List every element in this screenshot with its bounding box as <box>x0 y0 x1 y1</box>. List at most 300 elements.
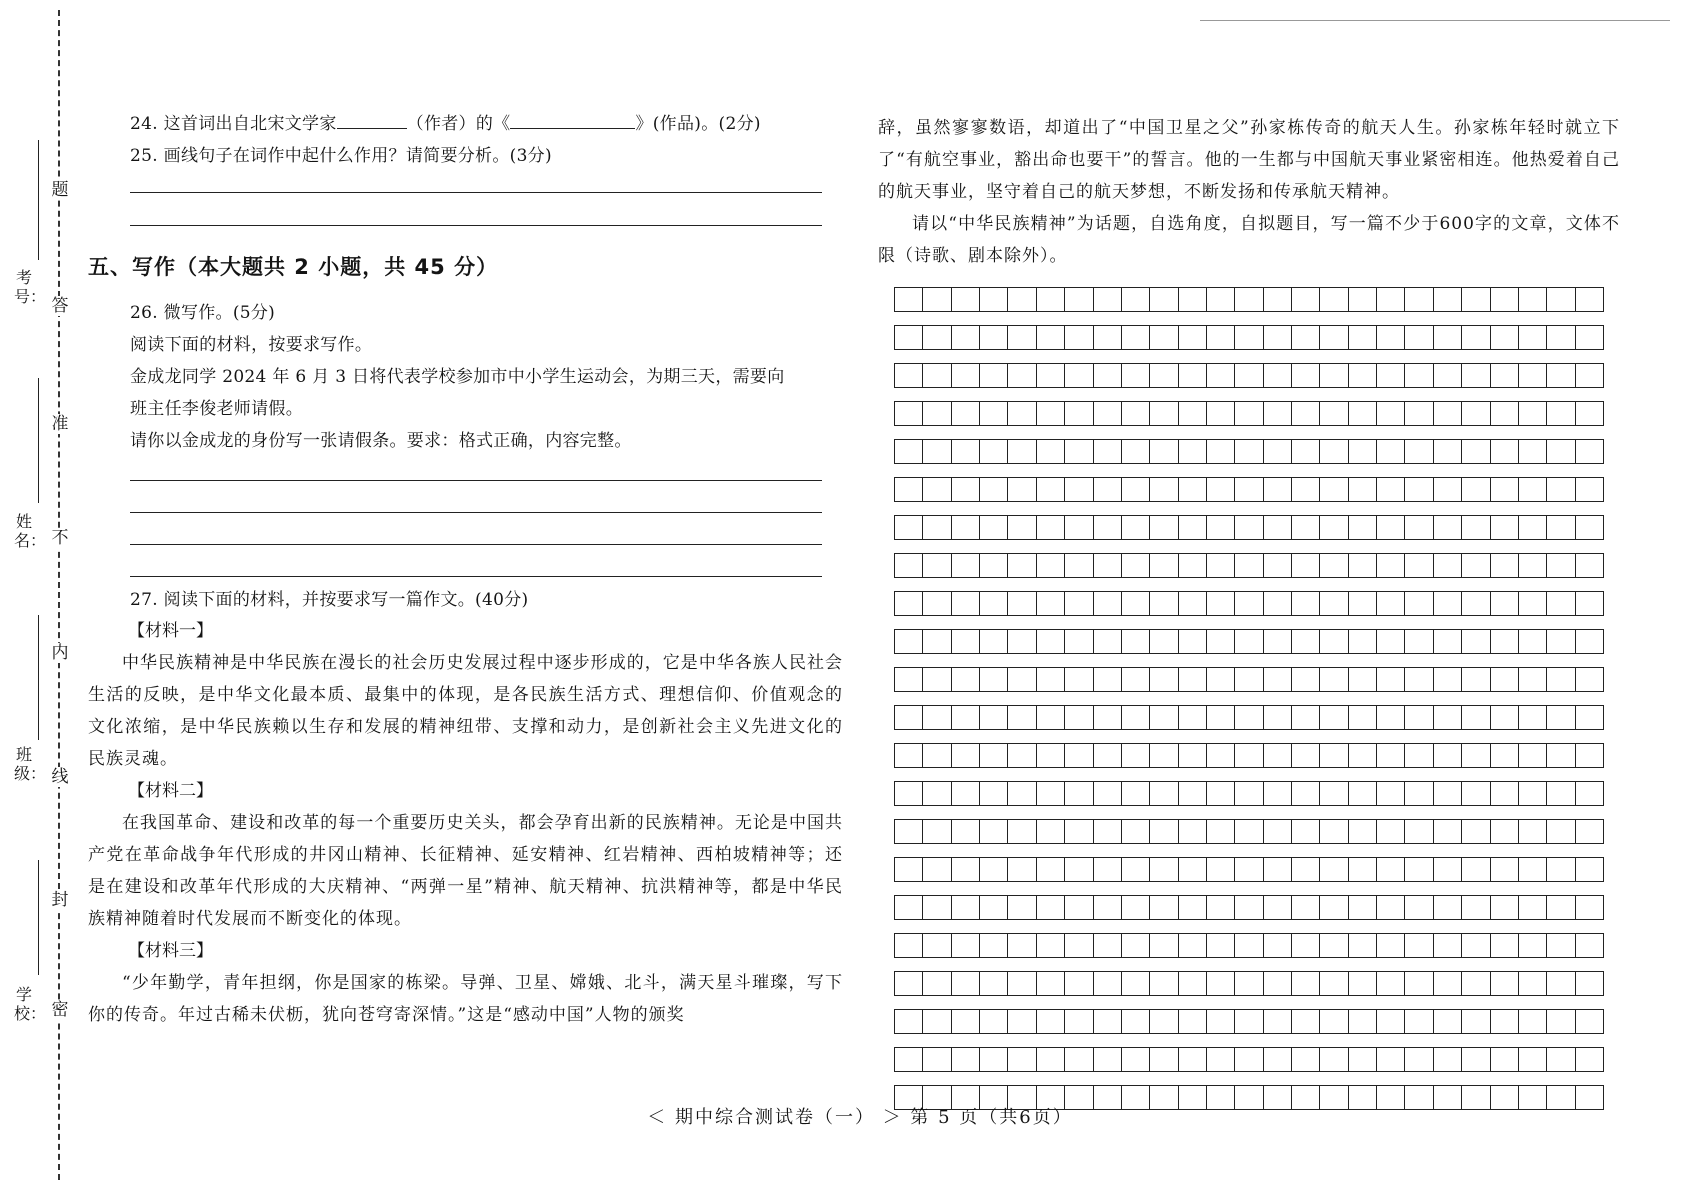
grid-cell[interactable] <box>1491 1048 1519 1071</box>
grid-cell[interactable] <box>1292 896 1320 919</box>
grid-cell[interactable] <box>952 1048 980 1071</box>
grid-cell[interactable] <box>895 668 923 691</box>
grid-cell[interactable] <box>952 972 980 995</box>
grid-cell[interactable] <box>1122 934 1150 957</box>
grid-cell[interactable] <box>1462 782 1490 805</box>
grid-cell[interactable] <box>1065 934 1093 957</box>
grid-cell[interactable] <box>1405 364 1433 387</box>
grid-cell[interactable] <box>1349 706 1377 729</box>
grid-cell[interactable] <box>1264 440 1292 463</box>
grid-cell[interactable] <box>1150 934 1178 957</box>
grid-cell[interactable] <box>1462 668 1490 691</box>
grid-cell[interactable] <box>1094 326 1122 349</box>
grid-cell[interactable] <box>1235 744 1263 767</box>
grid-cell[interactable] <box>1235 288 1263 311</box>
grid-cell[interactable] <box>1065 972 1093 995</box>
grid-cell[interactable] <box>1235 934 1263 957</box>
grid-cell[interactable] <box>923 478 951 501</box>
grid-cell[interactable] <box>1207 440 1235 463</box>
grid-cell[interactable] <box>1576 934 1604 957</box>
grid-cell[interactable] <box>1037 820 1065 843</box>
grid-cell[interactable] <box>1576 972 1604 995</box>
grid-cell[interactable] <box>923 326 951 349</box>
grid-cell[interactable] <box>980 782 1008 805</box>
grid-cell[interactable] <box>980 402 1008 425</box>
grid-cell[interactable] <box>923 554 951 577</box>
grid-cell[interactable] <box>1377 1086 1405 1109</box>
grid-cell[interactable] <box>1008 630 1036 653</box>
grid-cell[interactable] <box>980 326 1008 349</box>
grid-cell[interactable] <box>1122 630 1150 653</box>
grid-cell[interactable] <box>1349 934 1377 957</box>
grid-cell[interactable] <box>1377 592 1405 615</box>
grid-cell[interactable] <box>980 288 1008 311</box>
grid-cell[interactable] <box>1122 1086 1150 1109</box>
grid-cell[interactable] <box>1037 554 1065 577</box>
grid-cell[interactable] <box>1491 516 1519 539</box>
grid-cell[interactable] <box>1491 326 1519 349</box>
grid-cell[interactable] <box>1519 440 1547 463</box>
grid-cell[interactable] <box>1094 516 1122 539</box>
grid-cell[interactable] <box>1207 820 1235 843</box>
grid-cell[interactable] <box>1320 706 1348 729</box>
grid-cell[interactable] <box>1491 440 1519 463</box>
grid-cell[interactable] <box>1377 478 1405 501</box>
grid-cell[interactable] <box>1547 478 1575 501</box>
grid-cell[interactable] <box>1235 478 1263 501</box>
grid-cell[interactable] <box>1462 934 1490 957</box>
grid-cell[interactable] <box>1179 934 1207 957</box>
grid-cell[interactable] <box>1150 402 1178 425</box>
grid-cell[interactable] <box>1491 478 1519 501</box>
grid-cell[interactable] <box>1434 972 1462 995</box>
grid-cell[interactable] <box>1179 630 1207 653</box>
grid-cell[interactable] <box>1235 668 1263 691</box>
grid-cell[interactable] <box>895 288 923 311</box>
grid-cell[interactable] <box>1179 364 1207 387</box>
grid-cell[interactable] <box>1349 364 1377 387</box>
grid-cell[interactable] <box>1179 288 1207 311</box>
grid-cell[interactable] <box>1576 326 1604 349</box>
grid-cell[interactable] <box>1547 554 1575 577</box>
grid-cell[interactable] <box>952 516 980 539</box>
grid-cell[interactable] <box>1264 782 1292 805</box>
grid-cell[interactable] <box>952 1010 980 1033</box>
grid-cell[interactable] <box>1576 630 1604 653</box>
grid-cell[interactable] <box>1065 744 1093 767</box>
grid-cell[interactable] <box>1264 402 1292 425</box>
grid-cell[interactable] <box>1547 592 1575 615</box>
grid-cell[interactable] <box>980 744 1008 767</box>
grid-cell[interactable] <box>1179 706 1207 729</box>
grid-cell[interactable] <box>1150 706 1178 729</box>
grid-cell[interactable] <box>1462 364 1490 387</box>
grid-cell[interactable] <box>1065 782 1093 805</box>
grid-cell[interactable] <box>980 630 1008 653</box>
grid-cell[interactable] <box>1491 592 1519 615</box>
grid-cell[interactable] <box>1037 288 1065 311</box>
grid-cell[interactable] <box>1320 972 1348 995</box>
grid-cell[interactable] <box>1462 1010 1490 1033</box>
grid-cell[interactable] <box>1434 744 1462 767</box>
grid-cell[interactable] <box>1037 630 1065 653</box>
grid-cell[interactable] <box>1207 288 1235 311</box>
grid-cell[interactable] <box>895 554 923 577</box>
grid-cell[interactable] <box>1292 1086 1320 1109</box>
grid-cell[interactable] <box>980 592 1008 615</box>
grid-cell[interactable] <box>1576 858 1604 881</box>
grid-cell[interactable] <box>1122 782 1150 805</box>
grid-cell[interactable] <box>1320 858 1348 881</box>
grid-cell[interactable] <box>1547 1048 1575 1071</box>
grid-cell[interactable] <box>980 896 1008 919</box>
grid-cell[interactable] <box>952 440 980 463</box>
grid-cell[interactable] <box>1008 364 1036 387</box>
grid-cell[interactable] <box>1264 1048 1292 1071</box>
grid-cell[interactable] <box>1405 516 1433 539</box>
grid-cell[interactable] <box>1349 744 1377 767</box>
grid-cell[interactable] <box>1349 554 1377 577</box>
answer-line[interactable] <box>130 544 822 545</box>
grid-cell[interactable] <box>1235 1048 1263 1071</box>
grid-cell[interactable] <box>1094 744 1122 767</box>
grid-cell[interactable] <box>1377 706 1405 729</box>
grid-cell[interactable] <box>1122 402 1150 425</box>
grid-cell[interactable] <box>952 820 980 843</box>
grid-cell[interactable] <box>1434 592 1462 615</box>
grid-cell[interactable] <box>1065 896 1093 919</box>
grid-cell[interactable] <box>1320 820 1348 843</box>
grid-cell[interactable] <box>1462 554 1490 577</box>
grid-cell[interactable] <box>1462 744 1490 767</box>
grid-cell[interactable] <box>1179 858 1207 881</box>
grid-cell[interactable] <box>1377 402 1405 425</box>
grid-cell[interactable] <box>1037 934 1065 957</box>
grid-cell[interactable] <box>1207 896 1235 919</box>
grid-cell[interactable] <box>1264 592 1292 615</box>
grid-cell[interactable] <box>1320 668 1348 691</box>
grid-cell[interactable] <box>1405 744 1433 767</box>
grid-cell[interactable] <box>1122 706 1150 729</box>
grid-cell[interactable] <box>1576 478 1604 501</box>
grid-cell[interactable] <box>1519 326 1547 349</box>
grid-cell[interactable] <box>1207 972 1235 995</box>
grid-cell[interactable] <box>1576 288 1604 311</box>
grid-cell[interactable] <box>1122 440 1150 463</box>
grid-cell[interactable] <box>1491 630 1519 653</box>
grid-cell[interactable] <box>1434 668 1462 691</box>
grid-cell[interactable] <box>1122 1010 1150 1033</box>
grid-cell[interactable] <box>1462 326 1490 349</box>
grid-cell[interactable] <box>1292 744 1320 767</box>
grid-cell[interactable] <box>1349 478 1377 501</box>
grid-cell[interactable] <box>923 744 951 767</box>
grid-cell[interactable] <box>1122 972 1150 995</box>
grid-cell[interactable] <box>923 896 951 919</box>
grid-cell[interactable] <box>1292 326 1320 349</box>
grid-cell[interactable] <box>1008 934 1036 957</box>
grid-cell[interactable] <box>895 478 923 501</box>
grid-cell[interactable] <box>1519 706 1547 729</box>
grid-cell[interactable] <box>1519 364 1547 387</box>
grid-cell[interactable] <box>1008 820 1036 843</box>
grid-cell[interactable] <box>952 478 980 501</box>
grid-cell[interactable] <box>895 364 923 387</box>
grid-cell[interactable] <box>1576 402 1604 425</box>
grid-cell[interactable] <box>1320 554 1348 577</box>
grid-cell[interactable] <box>1037 1048 1065 1071</box>
grid-cell[interactable] <box>1405 858 1433 881</box>
grid-cell[interactable] <box>1122 554 1150 577</box>
grid-cell[interactable] <box>1519 934 1547 957</box>
grid-cell[interactable] <box>1519 1086 1547 1109</box>
grid-cell[interactable] <box>1519 668 1547 691</box>
grid-cell[interactable] <box>895 1010 923 1033</box>
grid-cell[interactable] <box>1207 1086 1235 1109</box>
grid-cell[interactable] <box>1292 820 1320 843</box>
grid-cell[interactable] <box>1065 326 1093 349</box>
grid-cell[interactable] <box>1037 896 1065 919</box>
grid-cell[interactable] <box>1320 744 1348 767</box>
grid-cell[interactable] <box>1179 782 1207 805</box>
grid-cell[interactable] <box>1377 554 1405 577</box>
grid-cell[interactable] <box>1122 744 1150 767</box>
grid-cell[interactable] <box>1405 326 1433 349</box>
grid-cell[interactable] <box>1122 326 1150 349</box>
grid-cell[interactable] <box>1405 630 1433 653</box>
grid-cell[interactable] <box>1065 668 1093 691</box>
grid-cell[interactable] <box>1547 1086 1575 1109</box>
grid-cell[interactable] <box>1377 288 1405 311</box>
grid-cell[interactable] <box>923 630 951 653</box>
grid-cell[interactable] <box>1207 744 1235 767</box>
grid-cell[interactable] <box>1207 1048 1235 1071</box>
grid-cell[interactable] <box>1264 706 1292 729</box>
grid-cell[interactable] <box>1349 1048 1377 1071</box>
grid-cell[interactable] <box>1462 592 1490 615</box>
grid-cell[interactable] <box>1264 326 1292 349</box>
grid-cell[interactable] <box>1207 364 1235 387</box>
grid-cell[interactable] <box>1349 896 1377 919</box>
grid-cell[interactable] <box>1264 934 1292 957</box>
grid-cell[interactable] <box>1320 326 1348 349</box>
grid-cell[interactable] <box>1292 288 1320 311</box>
grid-cell[interactable] <box>952 326 980 349</box>
grid-cell[interactable] <box>1434 858 1462 881</box>
grid-cell[interactable] <box>1179 820 1207 843</box>
grid-cell[interactable] <box>895 516 923 539</box>
grid-cell[interactable] <box>923 858 951 881</box>
grid-cell[interactable] <box>1547 934 1575 957</box>
grid-cell[interactable] <box>1320 364 1348 387</box>
grid-cell[interactable] <box>952 934 980 957</box>
grid-cell[interactable] <box>1576 896 1604 919</box>
grid-cell[interactable] <box>1462 288 1490 311</box>
grid-cell[interactable] <box>1292 668 1320 691</box>
grid-cell[interactable] <box>1519 630 1547 653</box>
grid-cell[interactable] <box>1207 858 1235 881</box>
grid-cell[interactable] <box>1264 744 1292 767</box>
grid-cell[interactable] <box>1065 858 1093 881</box>
grid-cell[interactable] <box>1179 592 1207 615</box>
grid-cell[interactable] <box>1150 744 1178 767</box>
grid-cell[interactable] <box>980 1048 1008 1071</box>
grid-cell[interactable] <box>1235 706 1263 729</box>
grid-cell[interactable] <box>1292 934 1320 957</box>
grid-cell[interactable] <box>1349 858 1377 881</box>
grid-cell[interactable] <box>1065 554 1093 577</box>
work-blank[interactable] <box>510 112 635 129</box>
grid-cell[interactable] <box>980 668 1008 691</box>
grid-cell[interactable] <box>1491 858 1519 881</box>
grid-cell[interactable] <box>923 364 951 387</box>
grid-cell[interactable] <box>1150 364 1178 387</box>
grid-cell[interactable] <box>1264 364 1292 387</box>
grid-cell[interactable] <box>1235 440 1263 463</box>
grid-cell[interactable] <box>1037 1010 1065 1033</box>
grid-cell[interactable] <box>1037 972 1065 995</box>
grid-cell[interactable] <box>1519 896 1547 919</box>
grid-cell[interactable] <box>1008 1010 1036 1033</box>
grid-cell[interactable] <box>1377 820 1405 843</box>
grid-cell[interactable] <box>1235 782 1263 805</box>
grid-cell[interactable] <box>1122 592 1150 615</box>
grid-cell[interactable] <box>1491 820 1519 843</box>
grid-cell[interactable] <box>1434 440 1462 463</box>
grid-cell[interactable] <box>1094 402 1122 425</box>
grid-cell[interactable] <box>1150 516 1178 539</box>
grid-cell[interactable] <box>1150 782 1178 805</box>
grid-cell[interactable] <box>1405 1010 1433 1033</box>
grid-cell[interactable] <box>1207 1010 1235 1033</box>
grid-cell[interactable] <box>1094 972 1122 995</box>
grid-cell[interactable] <box>1576 706 1604 729</box>
grid-cell[interactable] <box>1434 1010 1462 1033</box>
grid-cell[interactable] <box>1405 554 1433 577</box>
grid-cell[interactable] <box>1292 402 1320 425</box>
grid-cell[interactable] <box>1320 934 1348 957</box>
grid-cell[interactable] <box>1576 592 1604 615</box>
grid-cell[interactable] <box>1150 440 1178 463</box>
grid-cell[interactable] <box>980 516 1008 539</box>
grid-cell[interactable] <box>1122 364 1150 387</box>
grid-cell[interactable] <box>1349 1010 1377 1033</box>
grid-cell[interactable] <box>1122 668 1150 691</box>
grid-cell[interactable] <box>1037 744 1065 767</box>
grid-cell[interactable] <box>1519 972 1547 995</box>
grid-cell[interactable] <box>1264 896 1292 919</box>
grid-cell[interactable] <box>952 554 980 577</box>
grid-cell[interactable] <box>1405 972 1433 995</box>
grid-cell[interactable] <box>1547 972 1575 995</box>
grid-cell[interactable] <box>1207 402 1235 425</box>
grid-cell[interactable] <box>1519 1010 1547 1033</box>
grid-cell[interactable] <box>1150 820 1178 843</box>
grid-cell[interactable] <box>952 630 980 653</box>
grid-cell[interactable] <box>1292 1010 1320 1033</box>
grid-cell[interactable] <box>980 934 1008 957</box>
grid-cell[interactable] <box>1547 440 1575 463</box>
grid-cell[interactable] <box>980 972 1008 995</box>
grid-cell[interactable] <box>1434 706 1462 729</box>
grid-cell[interactable] <box>1491 364 1519 387</box>
grid-cell[interactable] <box>1235 1086 1263 1109</box>
author-blank[interactable] <box>337 112 407 129</box>
grid-cell[interactable] <box>1122 896 1150 919</box>
grid-cell[interactable] <box>1150 288 1178 311</box>
grid-cell[interactable] <box>1377 1010 1405 1033</box>
grid-cell[interactable] <box>1008 1048 1036 1071</box>
grid-cell[interactable] <box>1519 744 1547 767</box>
grid-cell[interactable] <box>1008 440 1036 463</box>
grid-cell[interactable] <box>1519 288 1547 311</box>
grid-cell[interactable] <box>1179 972 1207 995</box>
grid-cell[interactable] <box>1491 402 1519 425</box>
grid-cell[interactable] <box>1094 706 1122 729</box>
grid-cell[interactable] <box>1434 896 1462 919</box>
grid-cell[interactable] <box>1434 1086 1462 1109</box>
grid-cell[interactable] <box>1547 858 1575 881</box>
grid-cell[interactable] <box>1008 288 1036 311</box>
grid-cell[interactable] <box>1547 706 1575 729</box>
grid-cell[interactable] <box>952 896 980 919</box>
grid-cell[interactable] <box>1349 516 1377 539</box>
grid-cell[interactable] <box>1519 782 1547 805</box>
grid-cell[interactable] <box>1405 820 1433 843</box>
grid-cell[interactable] <box>1008 668 1036 691</box>
grid-cell[interactable] <box>1008 516 1036 539</box>
grid-cell[interactable] <box>1094 1010 1122 1033</box>
grid-cell[interactable] <box>1207 668 1235 691</box>
grid-cell[interactable] <box>1065 1010 1093 1033</box>
grid-cell[interactable] <box>1179 554 1207 577</box>
answer-line[interactable] <box>130 225 822 226</box>
grid-cell[interactable] <box>1008 972 1036 995</box>
grid-cell[interactable] <box>1122 1048 1150 1071</box>
grid-cell[interactable] <box>1264 972 1292 995</box>
grid-cell[interactable] <box>1094 364 1122 387</box>
grid-cell[interactable] <box>1462 858 1490 881</box>
grid-cell[interactable] <box>1122 288 1150 311</box>
grid-cell[interactable] <box>1094 782 1122 805</box>
grid-cell[interactable] <box>923 592 951 615</box>
grid-cell[interactable] <box>1576 440 1604 463</box>
grid-cell[interactable] <box>1434 934 1462 957</box>
grid-cell[interactable] <box>1377 972 1405 995</box>
grid-cell[interactable] <box>1405 440 1433 463</box>
grid-cell[interactable] <box>980 440 1008 463</box>
grid-cell[interactable] <box>1405 288 1433 311</box>
grid-cell[interactable] <box>1462 440 1490 463</box>
grid-cell[interactable] <box>1491 1086 1519 1109</box>
grid-cell[interactable] <box>1576 1010 1604 1033</box>
grid-cell[interactable] <box>1065 440 1093 463</box>
grid-cell[interactable] <box>1235 364 1263 387</box>
grid-cell[interactable] <box>1434 516 1462 539</box>
grid-cell[interactable] <box>1547 820 1575 843</box>
grid-cell[interactable] <box>895 744 923 767</box>
grid-cell[interactable] <box>1037 592 1065 615</box>
grid-cell[interactable] <box>1547 326 1575 349</box>
grid-cell[interactable] <box>895 1048 923 1071</box>
grid-cell[interactable] <box>923 1010 951 1033</box>
grid-cell[interactable] <box>1264 288 1292 311</box>
grid-cell[interactable] <box>1094 630 1122 653</box>
grid-cell[interactable] <box>1122 820 1150 843</box>
grid-cell[interactable] <box>952 744 980 767</box>
grid-cell[interactable] <box>1519 478 1547 501</box>
grid-cell[interactable] <box>1576 744 1604 767</box>
